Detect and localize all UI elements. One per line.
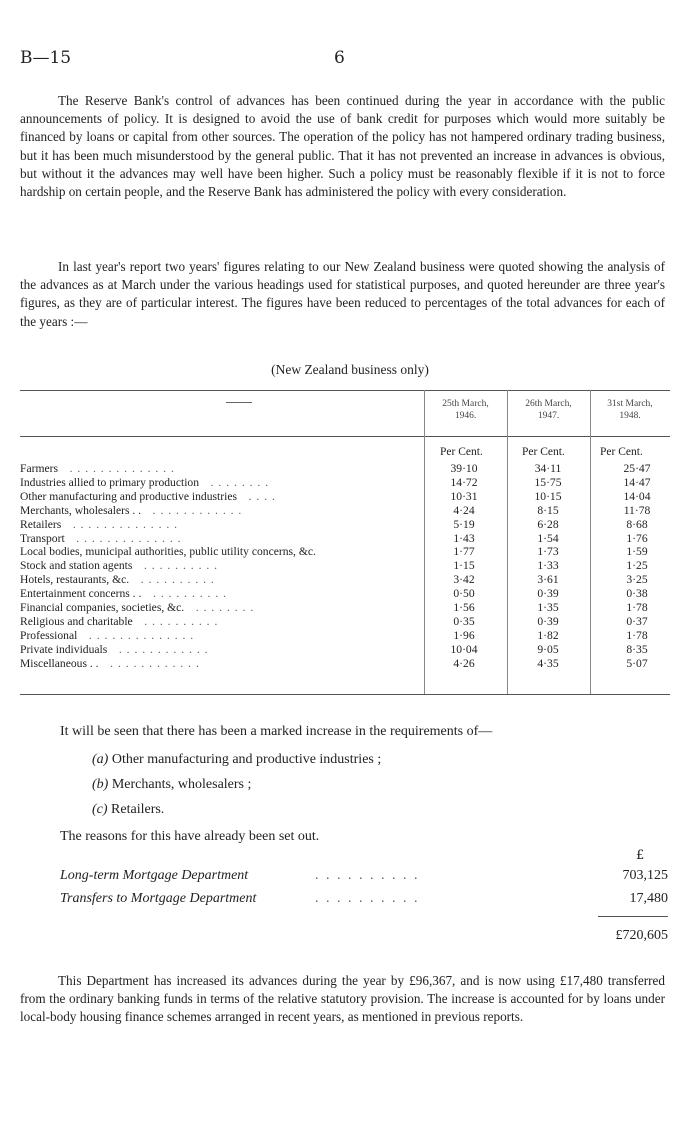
- table-row: [20, 532, 682, 546]
- table-row: [20, 490, 682, 504]
- leader-dots: . . . . . . . . . . . . . .: [72, 517, 179, 531]
- value-1946: 4·24: [453, 503, 475, 517]
- value-1946: 5·19: [453, 517, 475, 531]
- value-1948: 5·07: [626, 656, 648, 670]
- mortgage-total: £720,605: [615, 928, 668, 943]
- row-category: [20, 490, 424, 504]
- row-category-label: Financial companies, societies, &c.: [20, 601, 185, 615]
- table-row: [20, 643, 682, 657]
- value-1946: 39·10: [450, 462, 478, 475]
- row-category: [20, 476, 424, 490]
- advances-table: [20, 462, 682, 671]
- value-1948: 0·38: [626, 587, 648, 601]
- row-category: [20, 587, 424, 601]
- row-category-label: Industries allied to primary production: [20, 475, 200, 489]
- row-category: [20, 629, 424, 643]
- column-heading-1947-year: 1947.: [537, 411, 560, 421]
- row-category-label: Hotels, restaurants, &c.: [20, 573, 130, 587]
- leader-dots: . . . . . . . . . . . .: [110, 656, 200, 670]
- leader-dots: . . . . . . . . . .: [315, 868, 420, 883]
- leader-dots: . . . . . . . .: [210, 475, 270, 489]
- value-1947: 0·39: [537, 587, 559, 601]
- table-row: [20, 587, 682, 601]
- increase-item: [92, 752, 381, 768]
- value-1948: 1·76: [626, 531, 648, 545]
- table-row: [20, 657, 682, 671]
- increase-item-marker: (c): [92, 802, 108, 817]
- value-1948: 1·78: [626, 628, 648, 642]
- mortgage-line-label: Transfers to Mortgage Department: [60, 891, 257, 906]
- unit-label-1946: Per Cent.: [440, 446, 483, 458]
- row-category-label: Local bodies, municipal authorities, public utility concerns, &c.: [20, 545, 316, 559]
- row-category-label: Private individuals: [20, 642, 108, 656]
- mortgage-line: [60, 868, 668, 884]
- table-row: [20, 476, 682, 490]
- table-row: [20, 462, 682, 476]
- mortgage-line: [60, 891, 668, 907]
- value-1946: 14·72: [450, 475, 478, 489]
- value-1947: 1·54: [537, 531, 559, 545]
- row-category: [20, 657, 424, 671]
- value-1948: 14·47: [623, 475, 651, 489]
- row-category: [20, 615, 424, 629]
- column-heading-1948: [590, 398, 670, 422]
- row-category: [20, 518, 424, 532]
- value-1947: 3·61: [537, 573, 559, 587]
- leader-dots: . . . . . . . . . .: [140, 573, 215, 587]
- row-category: [20, 545, 424, 559]
- table-row: [20, 573, 682, 587]
- value-1947: 1·33: [537, 559, 559, 573]
- table-row: [20, 518, 682, 532]
- value-1947: 8·15: [537, 503, 559, 517]
- document-reference: B—15: [20, 48, 72, 68]
- column-heading-1946-date: 25th March,: [442, 399, 489, 409]
- column-heading-1946-year: 1946.: [454, 411, 477, 421]
- mortgage-line-value: 17,480: [629, 891, 668, 906]
- paragraph-policy: [20, 92, 665, 201]
- value-1946: 0·35: [453, 614, 475, 628]
- leader-dots: . . . . . . . . . .: [315, 891, 420, 906]
- leader-dots: . . . . . . . . . . . . . .: [88, 628, 195, 642]
- value-1947: 1·82: [537, 628, 559, 642]
- table-header-rule: [20, 436, 670, 437]
- value-1948: 1·25: [626, 559, 648, 573]
- value-1948: 14·04: [623, 489, 651, 503]
- increase-item-text: Merchants, wholesalers ;: [111, 777, 252, 792]
- value-1946: 10·04: [450, 642, 478, 656]
- table-row: [20, 615, 682, 629]
- increase-item-text: Retailers.: [111, 802, 165, 817]
- increase-item-marker: (a): [92, 752, 109, 767]
- value-1948: 25·47: [623, 462, 651, 475]
- value-1946: 0·50: [453, 587, 475, 601]
- table-top-rule: [20, 390, 670, 391]
- value-1946: 1·56: [453, 601, 475, 615]
- leader-dots: . . . . . . . . . . . .: [118, 642, 209, 656]
- row-category: [20, 601, 424, 615]
- table-row: [20, 629, 682, 643]
- value-1948: 1·78: [626, 601, 648, 615]
- value-1946: 1·15: [453, 559, 475, 573]
- leader-dots: . . . . . . . . . .: [152, 587, 228, 601]
- row-category-label: Entertainment concerns . .: [20, 587, 142, 601]
- row-category: [20, 643, 424, 657]
- value-1947: 1·35: [537, 601, 559, 615]
- unit-label-1948: Per Cent.: [600, 446, 643, 458]
- paragraph-policy-text: The Reserve Bank's control of advances has been continued during the year in accordance with the public announcements of policy. It is designed to avoid the use of bank credit for purposes which would more suitably be financed by loans or capital from other sources. The operation of the policy has not hampered ordinary trading business, but it has been much misunderstood by the general public. That it has not prevented an increase in advances is obvious, but without it the advances may well have been higher. Such a policy must be reasonably flexible if it is not to force hardship on certain people, and the Reserve Bank has administered the policy with every consideration.: [20, 93, 665, 200]
- value-1947: 0·39: [537, 614, 559, 628]
- row-category-label: Retailers: [20, 517, 62, 531]
- increase-item-marker: (b): [92, 777, 109, 792]
- leader-dots: . . . . . . . . . .: [144, 614, 219, 628]
- row-category-label: Religious and charitable: [20, 614, 133, 628]
- leader-dots: . . . .: [248, 489, 276, 503]
- leader-dots: . . . . . . . .: [195, 601, 255, 615]
- value-1946: 10·31: [450, 489, 478, 503]
- row-category: [20, 532, 424, 546]
- value-1946: 4·26: [453, 656, 475, 670]
- paragraph-department-text: This Department has increased its advances during the year by £96,367, and is now using £17,480 transferred from the ordinary banking funds in terms of the relative statutory provision. The increase is accounted for by loans under local-body housing finance schemes arranged in recent years, as mentioned in previous reports.: [20, 973, 665, 1025]
- increase-item-text: Other manufacturing and productive industries ;: [111, 752, 382, 767]
- leader-dots: . . . . . . . . . . . .: [152, 503, 243, 517]
- value-1947: 15·75: [534, 475, 562, 489]
- value-1948: 0·37: [626, 614, 648, 628]
- value-1947: 10·15: [534, 489, 562, 503]
- row-category-label: Stock and station agents: [20, 559, 133, 573]
- paragraph-department: [20, 972, 665, 1027]
- value-1947: 9·05: [537, 642, 559, 656]
- row-category-label: Professional: [20, 628, 78, 642]
- mortgage-line-label: Long-term Mortgage Department: [60, 868, 249, 883]
- row-category: [20, 573, 424, 587]
- column-heading-1947-date: 26th March,: [525, 399, 572, 409]
- row-category: [20, 462, 424, 476]
- row-category-label: Farmers: [20, 462, 58, 475]
- paragraph-figures: [20, 258, 665, 331]
- column-heading-1947: [507, 398, 590, 422]
- mortgage-line-value: 703,125: [622, 868, 668, 883]
- row-category-label: Transport: [20, 531, 65, 545]
- value-1948: 8·68: [626, 517, 648, 531]
- value-1948: 11·78: [623, 503, 651, 517]
- table-row: [20, 559, 682, 573]
- table-caption: (New Zealand business only): [271, 362, 429, 377]
- leader-dots: . . . . . . . . . . . . . .: [76, 531, 182, 545]
- value-1947: 4·35: [537, 656, 559, 670]
- table-row: [20, 545, 682, 559]
- paragraph-figures-text: In last year's report two years' figures relating to our New Zealand business were quoted showing the analysis of the advances as at March under the various headings used for statistical purposes, and quoted hereunder are three year's figures, as they are of particular interest. The figures have been reduced to percentages of the total advances for each of the years :—: [20, 259, 665, 329]
- value-1946: 1·77: [453, 545, 475, 559]
- increase-intro: It will be seen that there has been a marked increase in the requirements of—: [60, 724, 493, 739]
- column-heading-1948-year: 1948.: [619, 411, 641, 421]
- increase-item: [92, 802, 164, 818]
- value-1946: 3·42: [453, 573, 475, 587]
- row-category-label: Merchants, wholesalers . .: [20, 503, 142, 517]
- unit-label-1947: Per Cent.: [522, 446, 565, 458]
- value-1948: 1·59: [626, 545, 648, 559]
- row-category-label: Miscellaneous . .: [20, 656, 99, 670]
- value-1946: 1·96: [453, 628, 475, 642]
- row-category: [20, 559, 424, 573]
- leader-dots: . . . . . . . . . . . . . .: [69, 462, 175, 475]
- increase-item: [92, 777, 251, 793]
- value-1947: 1·73: [537, 545, 559, 559]
- value-1948: 3·25: [626, 573, 648, 587]
- value-1947: 34·11: [534, 462, 562, 475]
- value-1948: 8·35: [626, 642, 648, 656]
- page-number: 6: [334, 48, 345, 68]
- currency-symbol: £: [636, 848, 645, 863]
- value-1946: 1·43: [453, 531, 475, 545]
- leader-dots: . . . . . . . . . .: [143, 559, 219, 573]
- reasons-sentence: The reasons for this have already been set out.: [60, 829, 320, 844]
- stub-heading-dash: [226, 402, 252, 403]
- column-heading-1946: [424, 398, 507, 422]
- row-category-label: Other manufacturing and productive industries: [20, 489, 237, 503]
- value-1947: 6·28: [537, 517, 559, 531]
- column-heading-1948-date: 31st March,: [607, 399, 653, 409]
- total-rule: [598, 916, 668, 917]
- table-bottom-rule: [20, 694, 670, 695]
- row-category: [20, 504, 424, 518]
- table-row: [20, 601, 682, 615]
- table-row: [20, 504, 682, 518]
